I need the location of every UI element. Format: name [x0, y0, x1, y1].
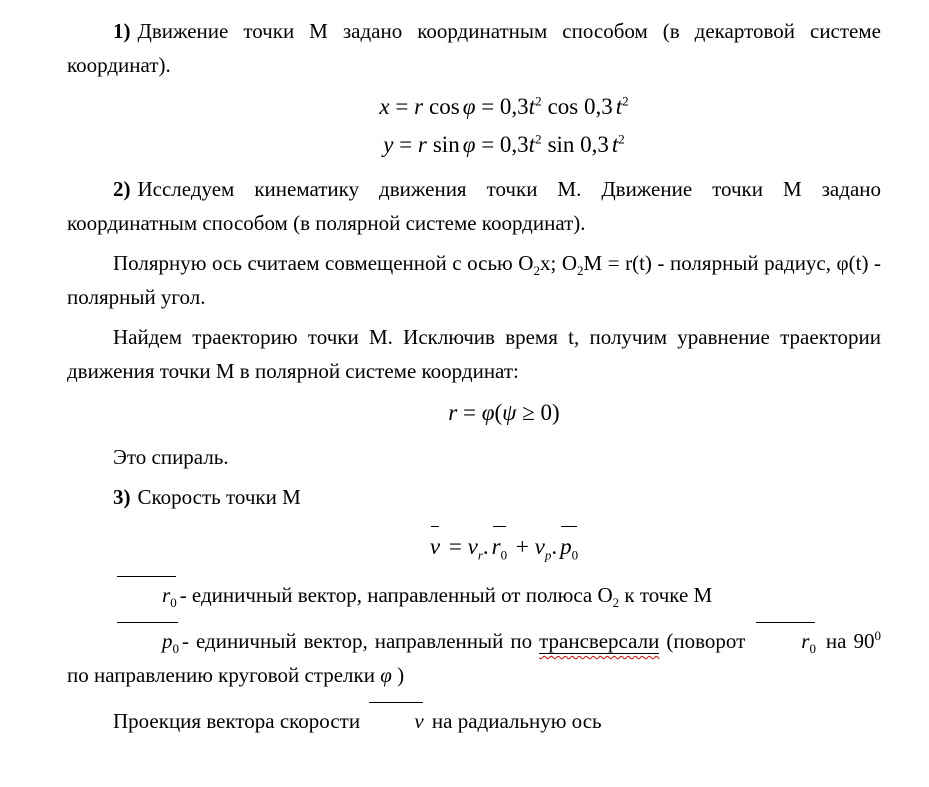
math-sub: p [544, 547, 552, 563]
math-var: t [528, 94, 536, 119]
formula-trajectory-equation [67, 394, 881, 432]
math-op: ≥ 0) [516, 400, 560, 425]
math-op: = [443, 534, 468, 559]
vector-v-bar: v [368, 704, 423, 738]
math-paren: ( [494, 400, 503, 425]
paragraph-text: - единичный вектор, направленный по [182, 629, 540, 653]
paragraph-text: (поворот [659, 629, 753, 653]
paragraph-text: Полярную ось считаем совмещенной с осью O [113, 251, 534, 275]
paragraph-polar-axis [67, 246, 881, 314]
formula-velocity-equation [67, 520, 881, 566]
math-exp: 2 [535, 131, 542, 147]
formula-block-velocity [67, 520, 881, 566]
subscript: 2 [577, 263, 584, 279]
math-op: + [510, 534, 535, 559]
math-var: x [379, 94, 390, 119]
paragraph-text: ) [391, 663, 405, 687]
paragraph-velocity-heading [67, 480, 881, 514]
paragraph-r0-definition [67, 578, 881, 612]
paragraph-text: на радиальную ось [426, 709, 602, 733]
paragraph-text: Исследуем кинематику движения точки М. Движение точки М задано координатным способом (в полярной системе координат). [67, 177, 881, 235]
vector-p0-bar: $p_0$ [560, 528, 578, 566]
math-var: v [467, 534, 478, 559]
paragraph-text: Найдем траекторию точки М. Исключив время t, получим уравнение траектории движения точки М в полярной системе координат: [67, 325, 881, 383]
math-exp: 2 [618, 131, 625, 147]
math-op: = [457, 400, 482, 425]
math-var: φ [462, 94, 476, 119]
paragraph-text: M = r(t) - полярный радиус, φ(t) - полярный угол. [67, 251, 882, 309]
vector-r0-bar: $r_0$ [116, 578, 177, 612]
math-op: = [393, 132, 418, 157]
math-op: = 0,3 [475, 94, 529, 119]
vector-r0-bar: $r_0$ [492, 528, 507, 566]
formula-y-equation [67, 126, 881, 164]
math-var: ψ [502, 400, 517, 425]
superscript: 0 [874, 628, 881, 643]
formula-x-equation [67, 88, 881, 126]
math-sub: r [477, 547, 483, 563]
paragraph-text: Скорость точки М [137, 485, 301, 509]
formula-block-cartesian [67, 88, 881, 164]
paragraph-text: Движение точки М задано координатным способом (в декартовой системе координат). [67, 19, 881, 77]
paragraph-cartesian-method [67, 14, 881, 82]
math-var: v [534, 534, 545, 559]
vector-v-bar: v [430, 528, 440, 566]
paragraph-text: - единичный вектор, направленный от полюса O [179, 583, 613, 607]
math-fn: sin 0,3 [547, 132, 609, 157]
math-fn: sin [432, 132, 460, 157]
math-dot: . [482, 534, 489, 559]
paragraph-text: к точке М [619, 583, 713, 607]
paragraph-text: на 90 [818, 629, 875, 653]
subscript: 2 [612, 595, 620, 611]
math-fn: cos [429, 94, 460, 119]
list-marker-2: 2) [113, 177, 131, 201]
paragraph-text: x; O [539, 251, 577, 275]
paragraph-polar-method [67, 172, 881, 240]
math-dot: . [551, 534, 558, 559]
paragraph-spiral [67, 440, 881, 474]
math-exp: 2 [622, 93, 629, 109]
vector-r0-bar: $r_0$ [755, 624, 816, 658]
formula-block-trajectory [67, 394, 881, 432]
math-var: t [528, 132, 536, 157]
math-var: φ [462, 132, 476, 157]
math-fn: cos 0,3 [547, 94, 613, 119]
list-marker-3: 3) [113, 485, 131, 509]
paragraph-trajectory [67, 320, 881, 388]
spellcheck-word: трансверсали [539, 629, 660, 653]
math-op: = 0,3 [475, 132, 529, 157]
math-exp: 2 [535, 93, 542, 109]
subscript: 2 [533, 263, 540, 279]
paragraph-text: Это спираль. [113, 445, 229, 469]
math-var: t [615, 94, 623, 119]
paragraph-text: по направлению круговой стрелки [67, 663, 381, 687]
paragraph-text: Проекция вектора скорости [113, 709, 366, 733]
math-var: φ [481, 400, 495, 425]
paragraph-velocity-projection [67, 704, 881, 738]
math-var: r [414, 94, 424, 119]
math-var: y [383, 132, 394, 157]
math-var: φ [380, 663, 392, 687]
math-var: r [417, 132, 427, 157]
math-var: r [448, 400, 458, 425]
list-marker-1: 1) [113, 19, 131, 43]
vector-p0-bar: $p_0$ [116, 624, 179, 658]
paragraph-p0-definition [67, 624, 881, 692]
math-op: = [389, 94, 415, 119]
math-var: t [611, 132, 619, 157]
